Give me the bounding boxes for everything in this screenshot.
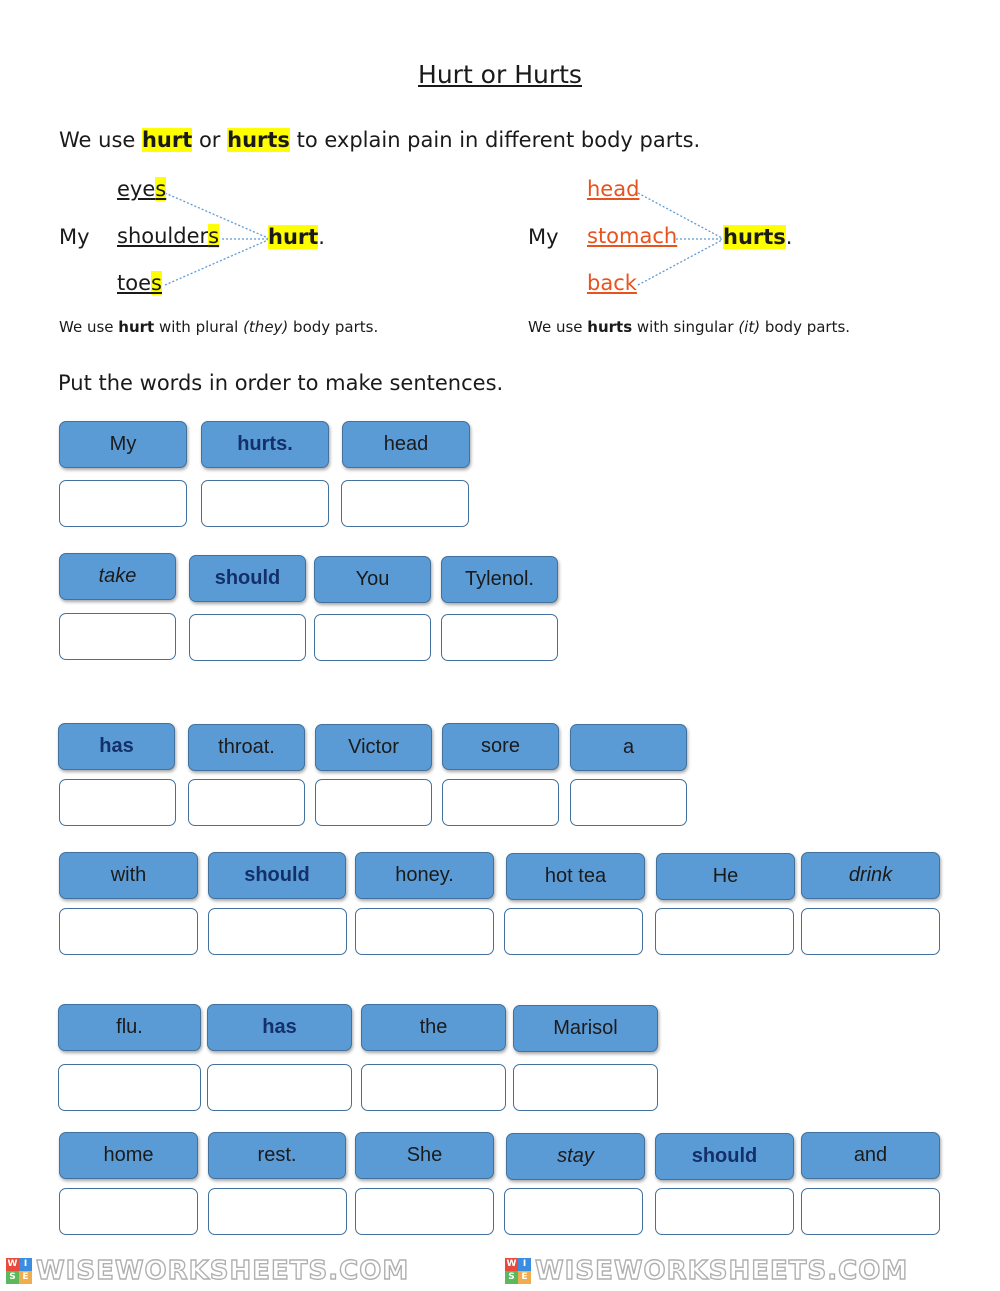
intro-highlight-hurt: hurt <box>141 128 193 152</box>
answer-slot[interactable] <box>442 779 559 826</box>
word-tile[interactable]: hot tea <box>506 853 645 900</box>
word-tile[interactable]: She <box>355 1132 494 1179</box>
answer-slot[interactable] <box>59 1188 198 1235</box>
word-tile[interactable]: throat. <box>188 724 305 771</box>
word-tile[interactable]: the <box>361 1004 506 1051</box>
word-tile[interactable]: He <box>656 853 795 900</box>
footer-logo <box>6 1256 409 1286</box>
answer-slot[interactable] <box>314 614 431 661</box>
plural-word-shoulders: shoulders <box>117 224 220 248</box>
answer-slot[interactable] <box>201 480 329 527</box>
plural-word-toes: toes <box>117 271 162 295</box>
intro-highlight-hurts: hurts <box>227 128 290 152</box>
singular-note: We use hurts with singular (it) body parts. <box>528 318 851 336</box>
answer-slot[interactable] <box>801 1188 940 1235</box>
answer-slot[interactable] <box>341 480 469 527</box>
word-tile[interactable]: a <box>570 724 687 771</box>
answer-slot[interactable] <box>655 1188 794 1235</box>
word-tile[interactable]: rest. <box>208 1132 346 1179</box>
word-tile[interactable]: My <box>59 421 187 468</box>
answer-slot[interactable] <box>208 908 347 955</box>
answer-slot[interactable] <box>355 908 494 955</box>
word-tile[interactable]: should <box>208 852 346 899</box>
singular-my: My <box>528 225 559 249</box>
answer-slot[interactable] <box>570 779 687 826</box>
brand-text: WISEWORKSHEETS.COM <box>36 1256 410 1286</box>
word-tile[interactable]: and <box>801 1132 940 1179</box>
intro-before: We use <box>59 128 142 152</box>
word-tile[interactable]: hurts. <box>201 421 329 468</box>
word-tile[interactable]: head <box>342 421 470 468</box>
answer-slot[interactable] <box>504 1188 643 1235</box>
intro-mid: or <box>192 128 228 152</box>
answer-slot[interactable] <box>361 1064 506 1111</box>
answer-slot[interactable] <box>58 1064 201 1111</box>
word-tile[interactable]: with <box>59 852 198 899</box>
answer-slot[interactable] <box>504 908 643 955</box>
word-tile[interactable]: Marisol <box>513 1005 658 1052</box>
answer-slot[interactable] <box>207 1064 352 1111</box>
answer-slot[interactable] <box>59 908 198 955</box>
singular-word-back: back <box>587 271 637 295</box>
answer-slot[interactable] <box>655 908 794 955</box>
word-tile[interactable]: stay <box>506 1133 645 1180</box>
answer-slot[interactable] <box>59 779 176 826</box>
singular-verb: hurts. <box>723 225 793 249</box>
answer-slot[interactable] <box>59 613 176 660</box>
plural-note: We use hurt with plural (they) body parts. <box>59 318 379 336</box>
word-tile[interactable]: take <box>59 553 176 600</box>
answer-slot[interactable] <box>315 779 432 826</box>
singular-word-stomach: stomach <box>587 224 678 248</box>
answer-slot[interactable] <box>189 614 306 661</box>
instruction-text: Put the words in order to make sentences. <box>58 371 504 395</box>
answer-slot[interactable] <box>188 779 305 826</box>
plural-verb: hurt. <box>268 225 325 249</box>
footer-logo <box>505 1256 908 1286</box>
brand-text: WISEWORKSHEETS.COM <box>535 1256 909 1286</box>
word-tile[interactable]: You <box>314 556 431 603</box>
word-tile[interactable]: sore <box>442 723 559 770</box>
word-tile[interactable]: has <box>58 723 175 770</box>
word-tile[interactable]: should <box>189 555 306 602</box>
answer-slot[interactable] <box>441 614 558 661</box>
answer-slot[interactable] <box>355 1188 494 1235</box>
word-tile[interactable]: home <box>59 1132 198 1179</box>
singular-word-head: head <box>587 177 640 201</box>
brand-badge-icon: W I S E <box>6 1258 32 1284</box>
brand-badge-icon: W I S E <box>505 1258 531 1284</box>
answer-slot[interactable] <box>801 908 940 955</box>
answer-slot[interactable] <box>513 1064 658 1111</box>
word-tile[interactable]: drink <box>801 852 940 899</box>
word-tile[interactable]: should <box>655 1133 794 1180</box>
word-tile[interactable]: Victor <box>315 724 432 771</box>
word-tile[interactable]: honey. <box>355 852 494 899</box>
answer-slot[interactable] <box>208 1188 347 1235</box>
plural-word-eyes: eyes <box>117 177 167 201</box>
intro-after: to explain pain in different body parts. <box>289 128 701 152</box>
answer-slot[interactable] <box>59 480 187 527</box>
footer-watermark <box>0 1252 1000 1291</box>
word-tile[interactable]: flu. <box>58 1004 201 1051</box>
word-tile[interactable]: has <box>207 1004 352 1051</box>
plural-my: My <box>59 225 90 249</box>
page-title: Hurt or Hurts <box>418 60 582 89</box>
word-tile[interactable]: Tylenol. <box>441 556 558 603</box>
